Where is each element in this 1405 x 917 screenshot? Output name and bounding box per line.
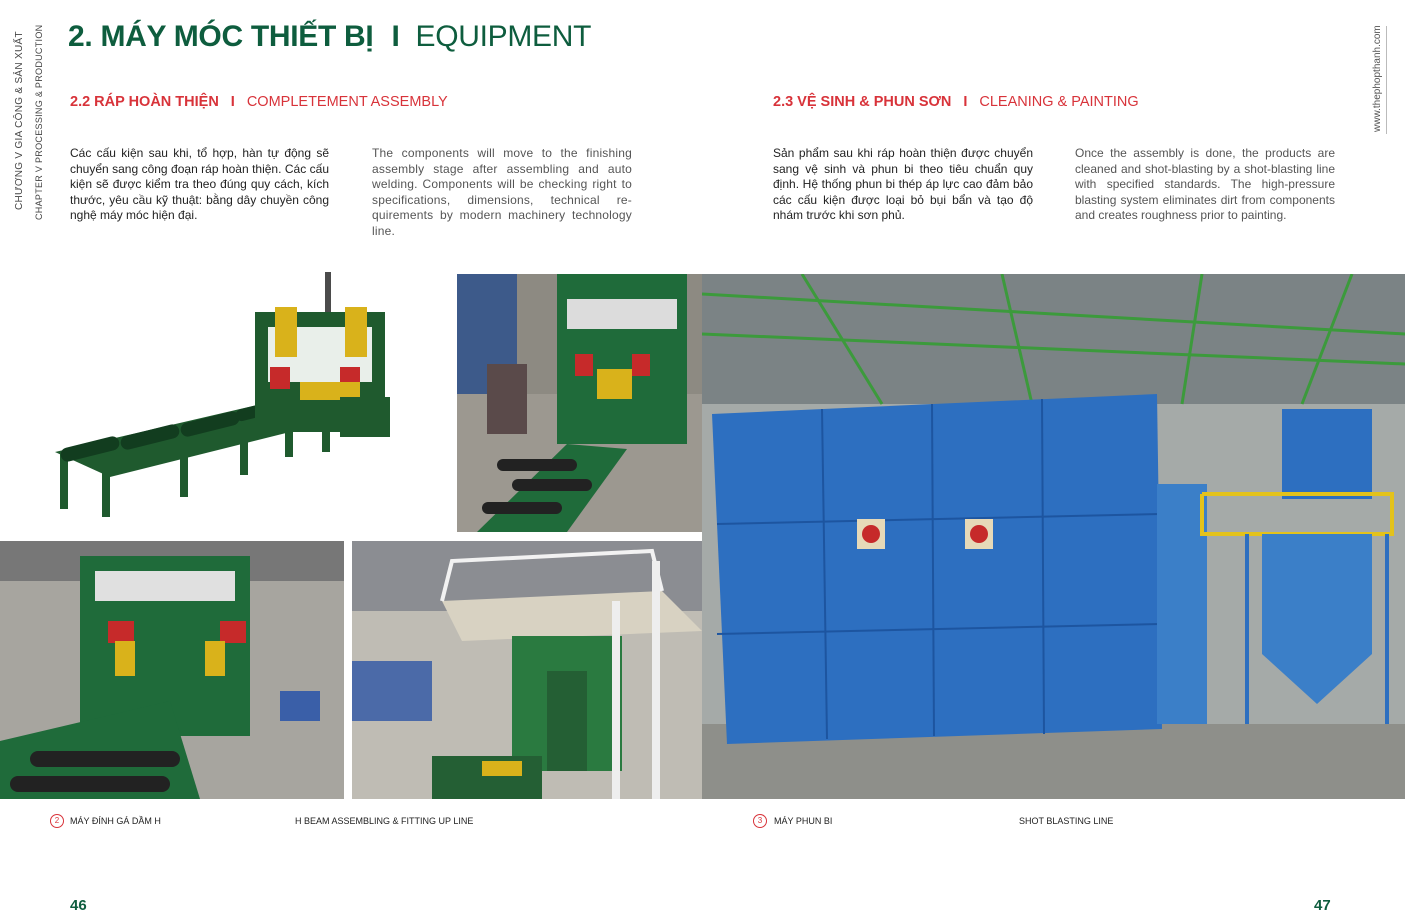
section-heading-assembly-en: COMPLETEMENT ASSEMBLY: [246, 94, 448, 110]
fitting-station-photo: [352, 541, 702, 799]
assembly-text-en: The components will move to the finishing assembly stage after assembling and auto welding. Components will be checking right to specifications, dimensions, technical re-quirements by modern machinery technology line.: [372, 146, 632, 238]
page-title-en: EQUIPMENT: [415, 20, 592, 53]
painting-text-en: Once the assembly is done, the products are cleaned and shot-blasting by a shot-blasting line with specified standards. The high-pressure blasting system eliminates dirt from components and creates roughness prior to painting.: [1075, 146, 1335, 222]
assembly-line-photo-2: [0, 541, 344, 799]
section-heading-assembly: [70, 94, 448, 110]
heading-separator: I: [963, 94, 968, 110]
section-heading-painting-en: CLEANING & PAINTING: [979, 94, 1139, 110]
heading-separator: I: [230, 94, 235, 110]
website-url[interactable]: www.thephopthanh.com: [1372, 25, 1383, 132]
chapter-label-en: CHAPTER V PROCESSING & PRODUCTION: [34, 24, 44, 220]
page-number-right: 47: [1314, 897, 1331, 914]
caption-label-en: SHOT BLASTING LINE: [1019, 816, 1114, 826]
section-heading-painting: [773, 94, 1139, 110]
caption-label-vi: MÁY ĐÍNH GÁ DẦM H: [70, 816, 161, 826]
right-edge-line: [1386, 26, 1387, 134]
assembly-line-photo-1: [457, 274, 702, 532]
title-separator: I: [391, 20, 400, 53]
caption-label-vi: MÁY PHUN BI: [774, 816, 833, 826]
section-heading-assembly-vi: 2.2 RÁP HOÀN THIỆN: [70, 94, 219, 110]
page-title: [68, 20, 591, 54]
caption-number-badge: 2: [50, 814, 64, 828]
painting-text-vi: Sản phẩm sau khi ráp hoàn thiện được chuyển sang vệ sinh và phun bi theo tiêu chuẩn quy định. Hệ thống phun bi thép áp lực cao đảm bảo các cấu kiện được loại bỏ bụi bẩn và tạo độ nhám trước khi sơn phủ.: [773, 146, 1033, 222]
h-beam-machine-photo: [40, 272, 450, 534]
assembly-text-vi: Các cấu kiện sau khi, tổ hợp, hàn tự động sẽ chuyển sang công đoạn ráp hoàn thiện. Các cấu kiện sẽ được kiểm tra theo đúng quy cách, kích thước, yêu cầu kỹ thuật: bằng dây chuyền công nghệ máy móc hiện đại.: [70, 146, 329, 222]
caption-number-badge: 3: [753, 814, 767, 828]
page-number-left: 46: [70, 897, 87, 914]
section-heading-painting-vi: 2.3 VỆ SINH & PHUN SƠN: [773, 94, 952, 110]
shot-blasting-photo: [702, 274, 1405, 799]
page-title-vi: 2. MÁY MÓC THIẾT BỊ: [68, 20, 374, 53]
chapter-label-vi: CHƯƠNG V GIA CÔNG & SẢN XUẤT: [14, 31, 25, 210]
caption-label-en: H BEAM ASSEMBLING & FITTING UP LINE: [295, 816, 474, 826]
